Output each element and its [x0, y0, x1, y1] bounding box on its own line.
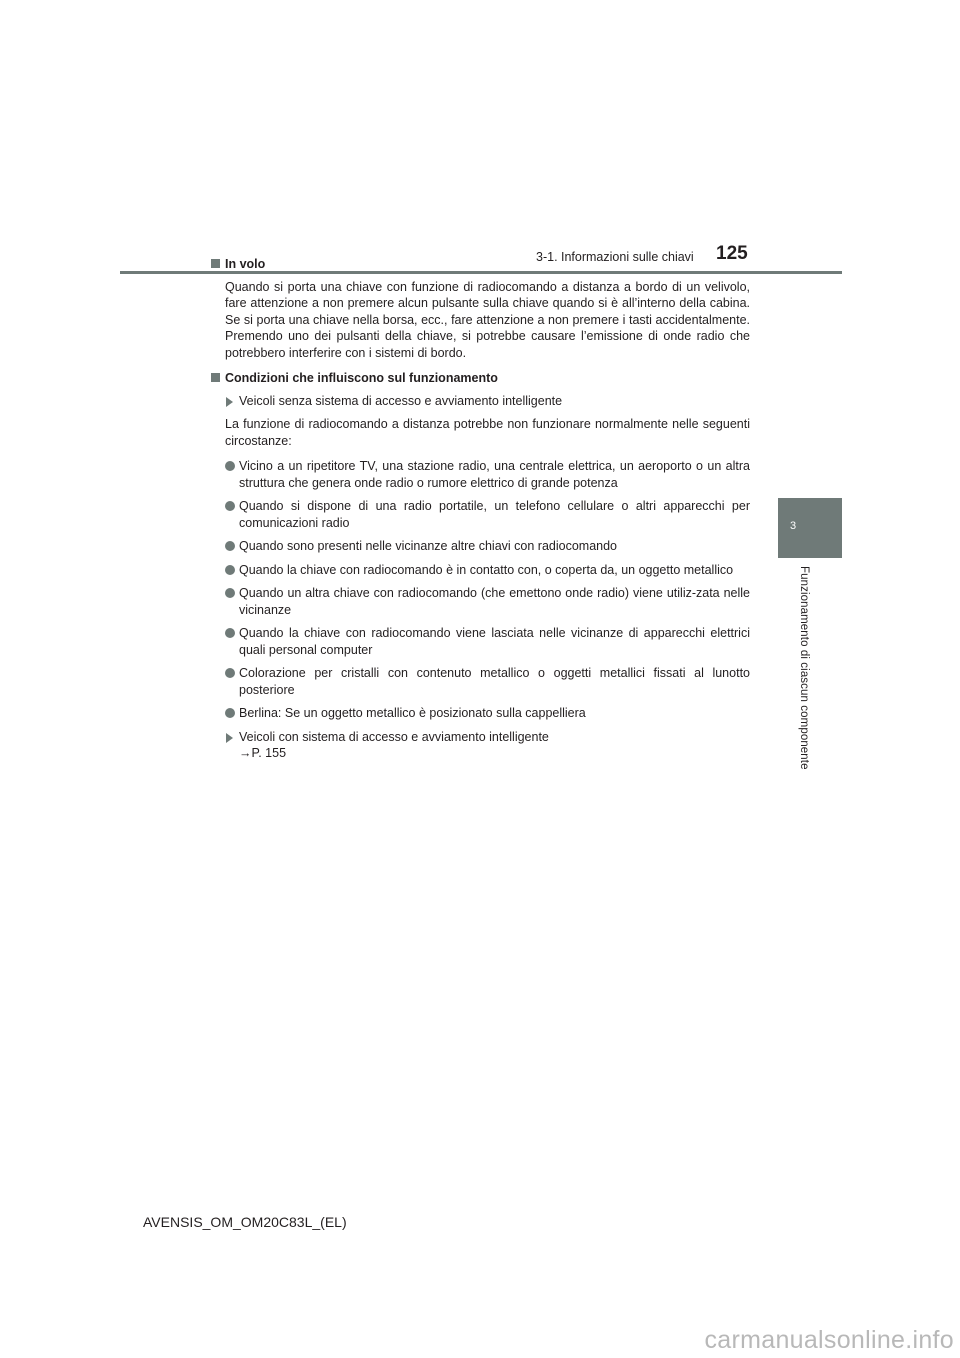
heading-condizioni [210, 370, 750, 387]
list-item [210, 562, 750, 579]
list-item [210, 498, 750, 531]
heading-text: Condizioni che influiscono sul funzionamento [225, 371, 498, 385]
heading-in-volo [210, 256, 750, 273]
circle-bullet-icon [225, 668, 235, 678]
list-item-text: Vicino a un ripetitore TV, una stazione radio, una centrale elettrica, un aeroporto o un altra struttura che genera onde radio o rumore elettrico di grande potenza [239, 459, 750, 490]
section-title: 3-1. Informazioni sulle chiavi [536, 250, 694, 264]
list-item [210, 665, 750, 698]
subheading-text: Veicoli senza sistema di accesso e avviamento intelligente [239, 393, 563, 408]
subheading-with-smart-entry [210, 729, 750, 762]
triangle-bullet-icon [226, 397, 233, 407]
list-item-text: Quando si dispone di una radio portatile, un telefono cellulare o altri apparecchi per comunicazioni radio [239, 499, 750, 530]
square-bullet-icon [211, 373, 220, 382]
circle-bullet-icon [225, 461, 235, 471]
list-item-text: Quando la chiave con radiocomando è in contatto con, o coperta da, un oggetto metallico [239, 562, 734, 577]
heading-text: In volo [225, 257, 266, 271]
list-item-text: Colorazione per cristalli con contenuto metallico o oggetti metallici fissati al lunotto posteriore [239, 666, 750, 697]
watermark: carmanualsonline.info [704, 1326, 954, 1354]
list-item-text: Quando la chiave con radiocomando viene lasciata nelle vicinanze di apparecchi elettrici quali personal computer [239, 626, 750, 657]
page-reference-link[interactable]: →P. 155 [239, 746, 287, 760]
subheading-without-smart-entry [210, 393, 750, 410]
document-code: AVENSIS_OM_OM20C83L_(EL) [143, 1214, 347, 1230]
circle-bullet-icon [225, 565, 235, 575]
list-item-text: Berlina: Se un oggetto metallico è posizionato sulla cappelliera [239, 706, 586, 720]
list-item-text: Quando sono presenti nelle vicinanze altre chiavi con radiocomando [239, 539, 618, 553]
page-number: 125 [716, 243, 748, 264]
chapter-tab [778, 498, 842, 558]
subheading-text: Veicoli con sistema di accesso e avviamento intelligente [239, 729, 549, 744]
list-item [210, 705, 750, 722]
circle-bullet-icon [225, 588, 235, 598]
list-item [210, 458, 750, 491]
circle-bullet-icon [225, 501, 235, 511]
paragraph-in-volo: Quando si porta una chiave con funzione di radiocomando a distanza a bordo di un velivolo, fare attenzione a non premere alcun pulsante sulla chiave quando si è all’interno della cabina. Se si porta una chiave nella borsa, ecc., fare attenzione a non premere i tasti accidentalmente. Premendo uno dei pulsanti della chiave, si potrebbe causare l’emissione di onde radio che potrebbero interferire con i sistemi di bordo. [225, 279, 750, 360]
circle-bullet-icon [225, 628, 235, 638]
list-item-text: Quando un altra chiave con radiocomando (che emettono onde radio) viene utiliz-zata nelle vicinanze [239, 586, 750, 617]
page-content [210, 256, 750, 769]
paragraph-circostanze: La funzione di radiocomando a distanza potrebbe non funzionare normalmente nelle seguenti circostanze: [225, 417, 750, 448]
circle-bullet-icon [225, 541, 235, 551]
chapter-tab-number: 3 [790, 520, 797, 532]
square-bullet-icon [211, 259, 220, 268]
list-item [210, 625, 750, 658]
list-item [210, 585, 750, 618]
triangle-bullet-icon [226, 733, 233, 743]
list-item [210, 538, 750, 555]
chapter-tab-label: Funzionamento di ciascun componente [798, 566, 810, 770]
circle-bullet-icon [225, 708, 235, 718]
